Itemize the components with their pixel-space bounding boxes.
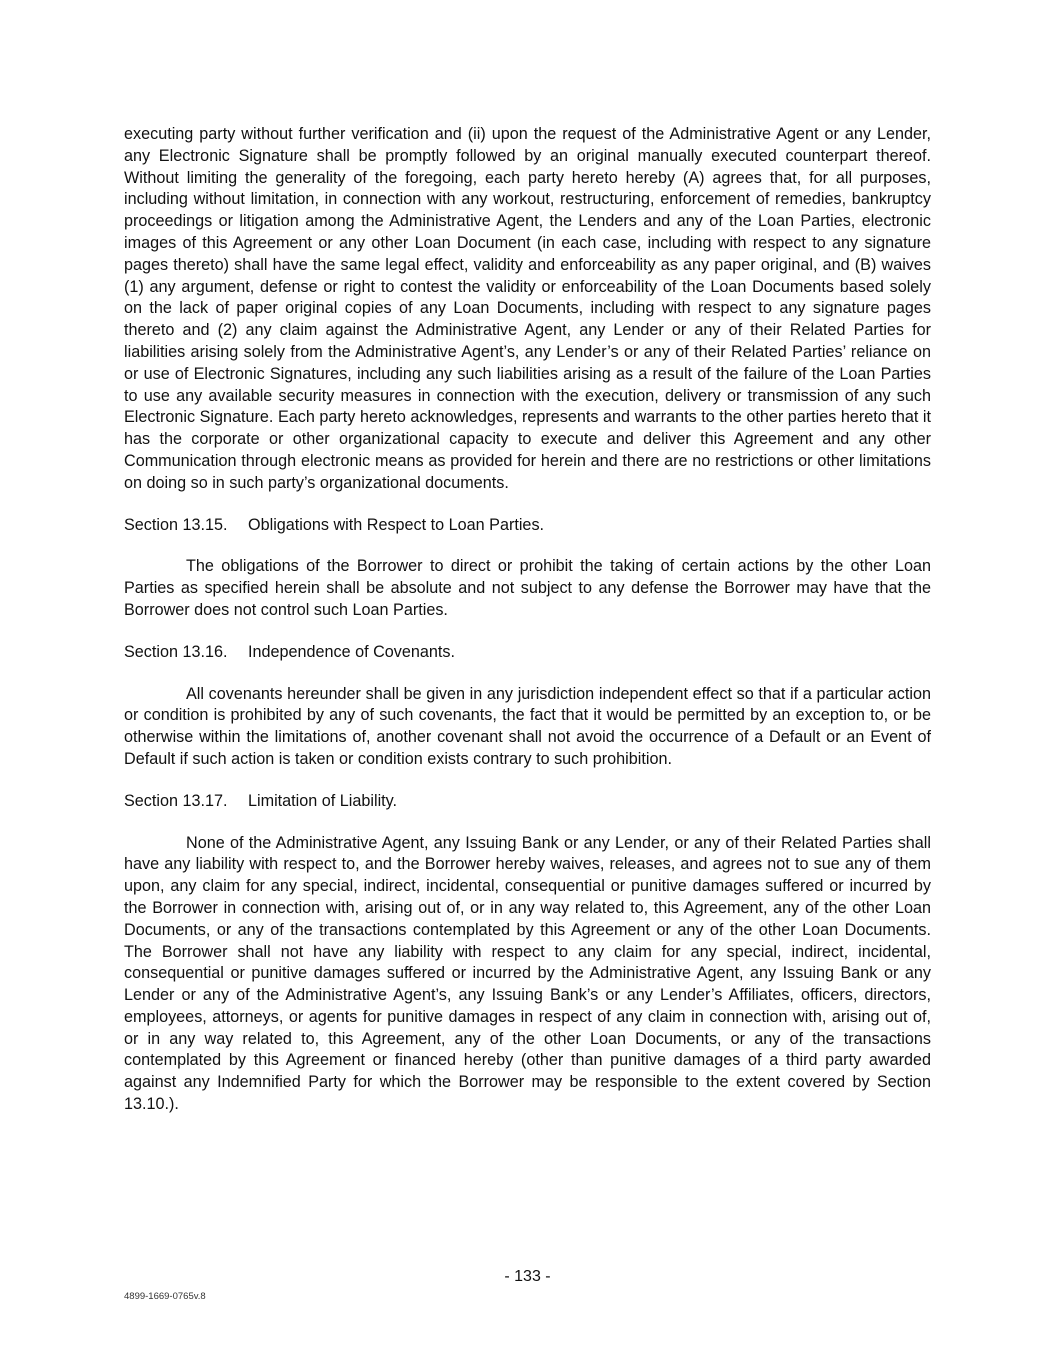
section-heading-13-15 xyxy=(124,515,931,537)
section-number: Section 13.15. xyxy=(124,515,228,534)
document-page xyxy=(124,124,931,1116)
document-id: 4899-1669-0765v.8 xyxy=(124,1291,206,1302)
section-number: Section 13.17. xyxy=(124,791,228,810)
section-title: Limitation of Liability. xyxy=(248,791,398,810)
page-number: - 133 - xyxy=(504,1268,551,1285)
section-number: Section 13.16. xyxy=(124,642,228,661)
section-title: Independence of Covenants. xyxy=(248,642,455,661)
section-body-13-15: The obligations of the Borrower to direct or prohibit the taking of certain actions by the other Loan Parties as specified herein shall be absolute and not subject to any defense the Borrower may have that the Borrower does not control such Loan Parties. xyxy=(124,557,931,619)
section-body-13-17: None of the Administrative Agent, any Issuing Bank or any Lender, or any of their Related Parties shall have any liability with respect to, and the Borrower hereby waives, releases, and agrees not to sue any of them upon, any claim for any special, indirect, incidental, consequential or punitive damages suffered or incurred by the Borrower in connection with, arising out of, or in any way related to, this Agreement, any of the other Loan Documents, or any of the transactions contemplated by this Agreement or any of the other Loan Documents. The Borrower shall not have any liability with respect to any claim for any special, indirect, incidental, consequential or punitive damages suffered or incurred by the Administrative Agent, any Issuing Bank or any Lender or any of the Administrative Agent’s, any Issuing Bank’s or any Lender’s Affiliates, officers, directors, employees, attorneys, or agents for punitive damages in respect of any claim in connection with, arising out of, or in any way related to, this Agreement, any of the other Loan Documents, or any of the transactions contemplated by this Agreement or financed hereby (other than punitive damages of a third party awarded against any Indemnified Party for which the Borrower may be responsible to the extent covered by Section 13.10.). xyxy=(124,833,931,1114)
section-body-13-16: All covenants hereunder shall be given in any jurisdiction independent effect so that if a particular action or condition is prohibited by any of such covenants, the fact that it would be permitted by an exception to, or be otherwise within the limitations of, another covenant shall not avoid the occurrence of a Default or an Event of Default if such action is taken or condition exists contrary to such prohibition. xyxy=(124,684,931,768)
opening-paragraph: executing party without further verification and (ii) upon the request of the Administrative Agent or any Lender, any Electronic Signature shall be promptly followed by an original manually executed counterpart thereof. Without limiting the generality of the foregoing, each party hereto hereby (A) agrees that, for all purposes, including without limitation, in connection with any workout, restructuring, enforcement of remedies, bankruptcy proceedings or litigation among the Administrative Agent, the Lenders and any of the Loan Parties, electronic images of this Agreement or any other Loan Document (in each case, including with respect to any signature pages thereto) shall have the same legal effect, validity and enforceability as any paper original, and (B) waives (1) any argument, defense or right to contest the validity or enforceability of the Loan Documents based solely on the lack of paper original copies of any Loan Documents, including with respect to any signature pages thereto and (2) any claim against the Administrative Agent, any Lender or any of their Related Parties for liabilities arising solely from the Administrative Agent’s, any Lender’s or any of their Related Parties’ reliance on or use of Electronic Signatures, including any such liabilities arising as a result of the failure of the Loan Parties to use any available security measures in connection with the execution, delivery or transmission of any such Electronic Signature. Each party hereto acknowledges, represents and warrants to the other parties hereto that it has the corporate or other organizational capacity to execute and deliver this Agreement and any other Communication through electronic means as provided for herein and there are no restrictions or other limitations on doing so in such party’s organizational documents. xyxy=(124,125,931,492)
section-heading-13-17 xyxy=(124,791,931,813)
section-title: Obligations with Respect to Loan Parties. xyxy=(248,515,545,534)
section-heading-13-16 xyxy=(124,642,931,664)
